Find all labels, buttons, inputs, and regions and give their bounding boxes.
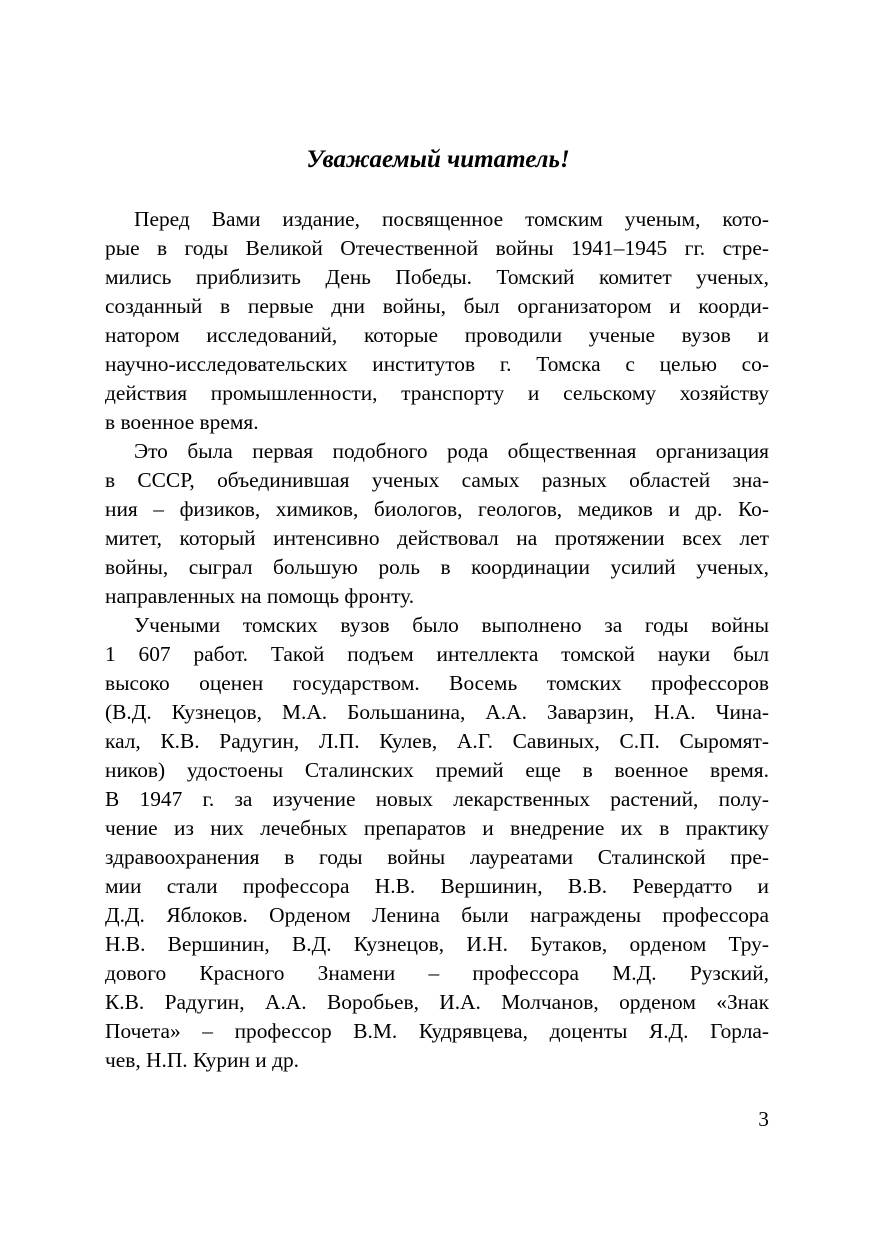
text-line: высоко оценен государством. Восемь томских профессоров [105, 671, 769, 695]
text-line: кал, К.В. Радугин, Л.П. Кулев, А.Г. Савиных, С.П. Сыромят- [105, 729, 769, 753]
text-line: научно-исследовательских институтов г. Томска с целью со- [105, 352, 769, 376]
text-line: ников) удостоены Сталинских премий еще в военное время. [105, 758, 769, 782]
text-line: В 1947 г. за изучение новых лекарственных растений, полу- [105, 787, 769, 811]
text-line: (В.Д. Кузнецов, М.А. Большанина, А.А. Заварзин, Н.А. Чина- [105, 700, 769, 724]
text-line: ния – физиков, химиков, биологов, геологов, медиков и др. Ко- [105, 497, 769, 521]
text-line: К.В. Радугин, А.А. Воробьев, И.А. Молчанов, орденом «Знак [105, 990, 769, 1014]
text-line: здравоохранения в годы войны лауреатами Сталинской пре- [105, 845, 769, 869]
text-line: действия промышленности, транспорту и сельскому хозяйству [105, 381, 769, 405]
paragraph-3 [105, 611, 769, 1075]
text-line: Учеными томских вузов было выполнено за годы войны [134, 613, 769, 637]
text-line: Это была первая подобного рода общественная организация [134, 439, 769, 463]
text-line: Н.В. Вершинин, В.Д. Кузнецов, И.Н. Бутаков, орденом Тру- [105, 932, 769, 956]
text-line: 1 607 работ. Такой подъем интеллекта томской науки был [105, 642, 769, 666]
text-line: чение из них лечебных препаратов и внедрение их в практику [105, 816, 769, 840]
text-line: чев, Н.П. Курин и др. [105, 1048, 299, 1072]
page-number: 3 [758, 1107, 769, 1131]
paragraph-2 [105, 437, 769, 611]
text-line: Перед Вами издание, посвященное томским ученым, кото- [134, 207, 769, 231]
text-line: Д.Д. Яблоков. Орденом Ленина были награждены профессора [105, 903, 769, 927]
text-line: созданный в первые дни войны, был организатором и коорди- [105, 294, 769, 318]
text-line: направленных на помощь фронту. [105, 584, 415, 608]
text-line: митет, который интенсивно действовал на протяжении всех лет [105, 526, 769, 550]
text-line: рые в годы Великой Отечественной войны 1941–1945 гг. стре- [105, 236, 769, 260]
text-line: дового Красного Знамени – профессора М.Д. Рузский, [105, 961, 769, 985]
text-line: Почета» – профессор В.М. Кудрявцева, доценты Я.Д. Горла- [105, 1019, 769, 1043]
text-line: в военное время. [105, 410, 259, 434]
page-title: Уважаемый читатель! [306, 146, 570, 173]
text-line: в СССР, объединившая ученых самых разных областей зна- [105, 468, 769, 492]
body-text [105, 205, 769, 1075]
text-line: мились приблизить День Победы. Томский комитет ученых, [105, 265, 769, 289]
text-line: войны, сыграл большую роль в координации усилий ученых, [105, 555, 769, 579]
text-line: натором исследований, которые проводили ученые вузов и [105, 323, 769, 347]
paragraph-1 [105, 205, 769, 437]
text-line: мии стали профессора Н.В. Вершинин, В.В. Ревердатто и [105, 874, 769, 898]
